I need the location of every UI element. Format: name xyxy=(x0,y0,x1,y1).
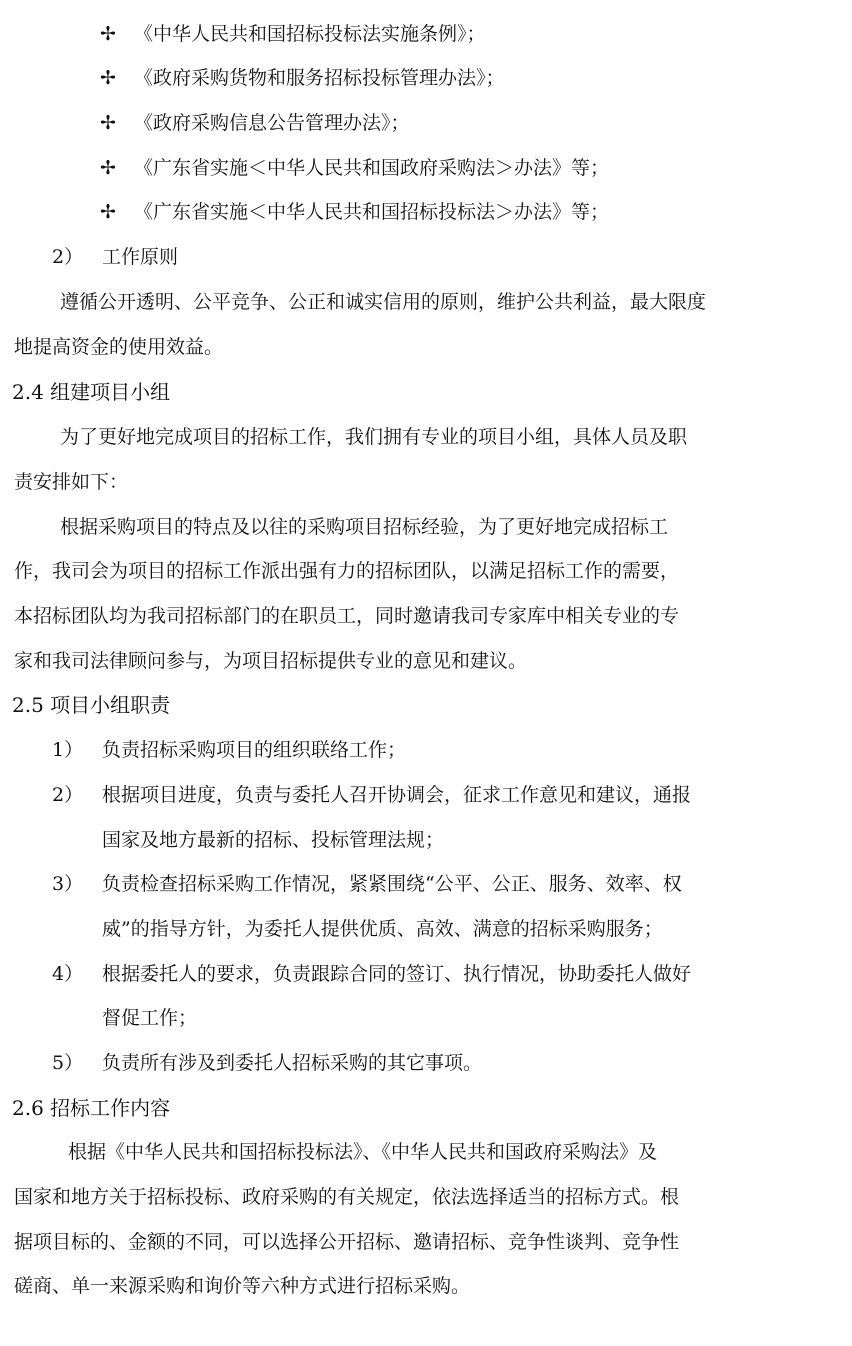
paragraph-line: 责安排如下： xyxy=(14,471,129,493)
duty-item xyxy=(52,1051,482,1075)
duty-text: 根据项目进度，负责与委托人召开协调会，征求工作意见和建议，通报 xyxy=(102,784,692,806)
duty-text: 负责招标采购项目的组织联络工作； xyxy=(102,739,407,761)
principle-item xyxy=(52,245,178,269)
paragraph-line: 根据采购项目的特点及以往的采购项目招标经验，为了更好地完成招标工 xyxy=(60,516,669,538)
duty-text: 负责所有涉及到委托人招标采购的其它事项。 xyxy=(102,1052,483,1074)
bullet-star-icon: ✢ xyxy=(100,23,116,45)
duty-text: 负责检查招标采购工作情况，紧紧围绕“公平、公正、服务、效率、权 xyxy=(102,873,682,895)
duty-text-cont: 国家及地方最新的招标、投标管理法规； xyxy=(102,829,445,851)
principle-title: 工作原则 xyxy=(102,246,179,268)
list-number: 3） xyxy=(52,873,84,895)
duty-text-cont: 威”的指导方针，为委托人提供优质、高效、满意的招标采购服务； xyxy=(102,918,663,940)
regulation-item xyxy=(100,66,505,90)
list-number: 4） xyxy=(52,963,84,985)
regulation-text: 《广东省实施＜中华人民共和国招标投标法＞办法》等； xyxy=(134,201,610,223)
regulation-text: 《广东省实施＜中华人民共和国政府采购法＞办法》等； xyxy=(134,157,610,179)
duty-item xyxy=(52,962,691,986)
regulation-item xyxy=(100,22,486,46)
principle-text-line: 地提高资金的使用效益。 xyxy=(14,336,224,358)
duty-item xyxy=(52,738,406,762)
regulation-item xyxy=(100,111,410,135)
bullet-star-icon: ✢ xyxy=(100,157,116,179)
paragraph-line: 作，我司会为项目的招标工作派出强有力的招标团队，以满足招标工作的需要， xyxy=(14,560,680,582)
regulation-text: 《政府采购货物和服务招标投标管理办法》； xyxy=(134,67,505,89)
paragraph-line: 磋商、单一来源采购和询价等六种方式进行招标采购。 xyxy=(14,1275,471,1297)
list-number: 2） xyxy=(52,246,84,268)
regulation-item xyxy=(100,156,609,180)
duty-item xyxy=(52,783,691,807)
paragraph-line: 家和我司法律顾问参与，为项目招标提供专业的意见和建议。 xyxy=(14,650,528,672)
regulation-text: 《中华人民共和国招标投标法实施条例》； xyxy=(134,23,486,45)
list-number: 5） xyxy=(52,1052,84,1074)
bullet-star-icon: ✢ xyxy=(100,67,116,89)
paragraph-line: 国家和地方关于招标投标、政府采购的有关规定，依法选择适当的招标方式。根 xyxy=(14,1186,680,1208)
duty-text-cont: 督促工作； xyxy=(102,1007,198,1029)
duty-text: 根据委托人的要求，负责跟踪合同的签订、执行情况，协助委托人做好 xyxy=(102,963,692,985)
duty-item xyxy=(52,872,682,896)
paragraph-line: 根据《中华人民共和国招标投标法》、《中华人民共和国政府采购法》及 xyxy=(68,1141,658,1163)
regulation-item xyxy=(100,200,609,224)
bullet-star-icon: ✢ xyxy=(100,201,116,223)
paragraph-line: 为了更好地完成项目的招标工作，我们拥有专业的项目小组，具体人员及职 xyxy=(60,426,688,448)
principle-text-line: 遵循公开透明、公平竞争、公正和诚实信用的原则，维护公共利益，最大限度 xyxy=(60,291,707,313)
paragraph-line: 本招标团队均为我司招标部门的在职员工，同时邀请我司专家库中相关专业的专 xyxy=(14,605,680,627)
paragraph-line: 据项目标的、金额的不同，可以选择公开招标、邀请招标、竞争性谈判、竞争性 xyxy=(14,1231,680,1253)
bullet-star-icon: ✢ xyxy=(100,112,116,134)
list-number: 2） xyxy=(52,784,84,806)
section-heading-2-6: 2.6 招标工作内容 xyxy=(12,1096,171,1120)
regulation-text: 《政府采购信息公告管理办法》； xyxy=(134,112,410,134)
list-number: 1） xyxy=(52,739,84,761)
section-heading-2-5: 2.5 项目小组职责 xyxy=(12,693,171,717)
section-heading-2-4: 2.4 组建项目小组 xyxy=(12,380,171,404)
